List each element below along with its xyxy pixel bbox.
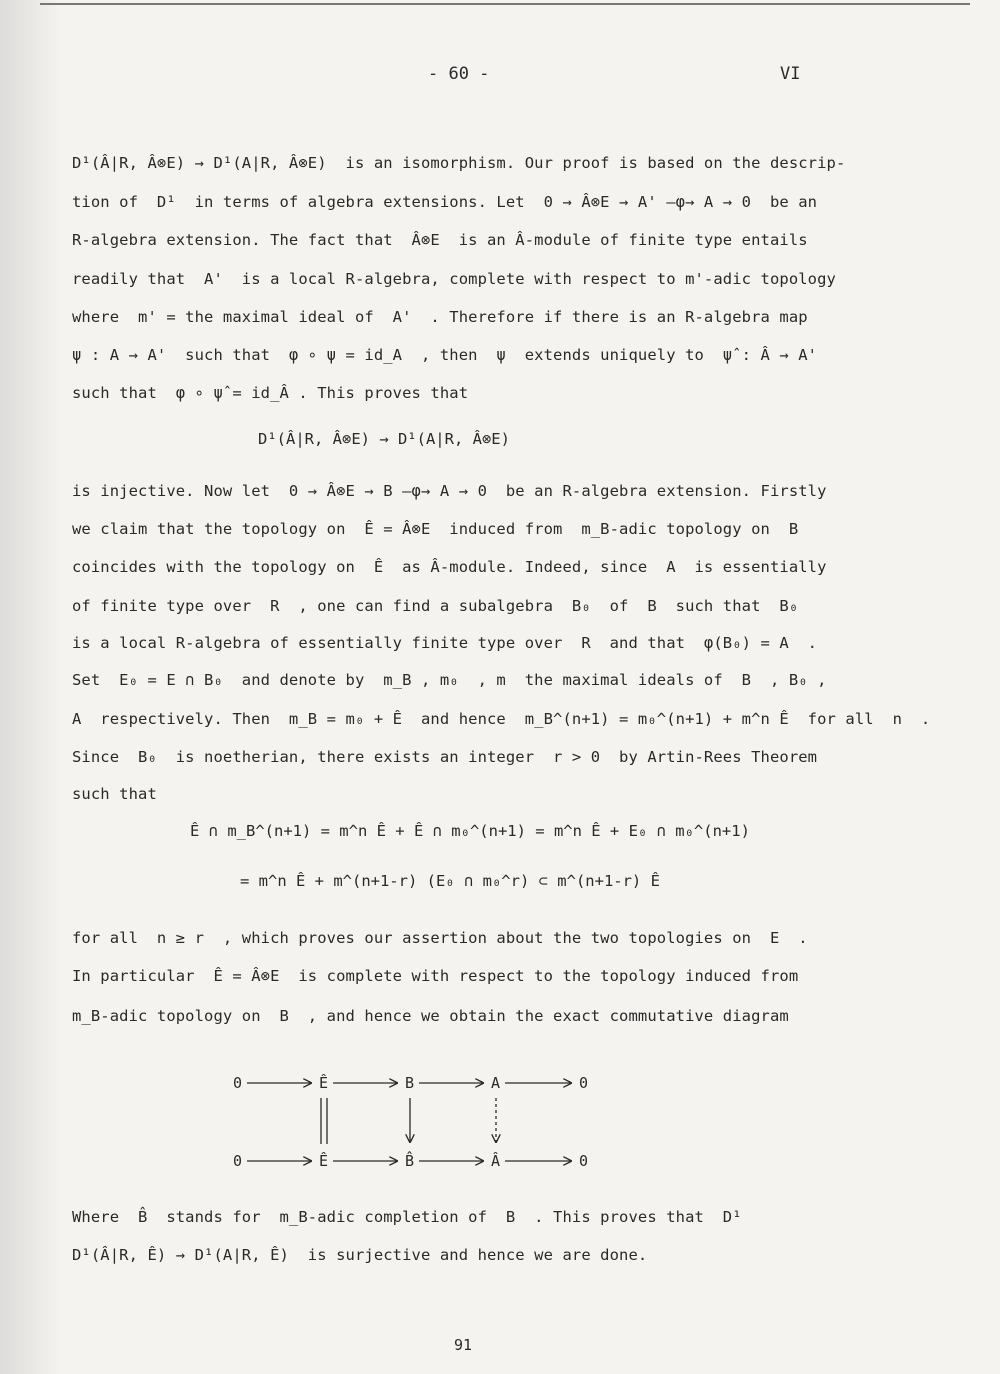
display-map: D¹(Â|R, Â⊗E) → D¹(A|R, Â⊗E) xyxy=(258,430,510,448)
diagram-bottom-1: Ê xyxy=(319,1152,329,1170)
diagram-top-0: 0 xyxy=(233,1074,243,1092)
diagram-top-2: B xyxy=(405,1074,415,1092)
page-header xyxy=(0,64,1000,90)
text-line: A respectively. Then m_B = m₀ + Ê and hence m_B^(n+1) = m₀^(n+1) + m^n Ê for all n . xyxy=(72,710,931,728)
page-top-border xyxy=(40,3,970,5)
chapter-label: VI xyxy=(780,64,801,84)
commutative-diagram xyxy=(225,1066,605,1176)
text-line: m_B-adic topology on B , and hence we obtain the exact commutative diagram xyxy=(72,1007,789,1025)
text-line: In particular Ê = Â⊗E is complete with respect to the topology induced from xyxy=(72,967,799,985)
display-equation-line-2: = m^n Ê + m^(n+1-r) (E₀ ∩ m₀^r) ⊂ m^(n+1-r) Ê xyxy=(240,872,660,890)
text-line: readily that A' is a local R-algebra, complete with respect to m'-adic topology xyxy=(72,270,836,288)
text-line: tion of D¹ in terms of algebra extensions. Let 0 → Â⊗E → A' —φ→ A → 0 be an xyxy=(72,193,818,211)
diagram-bottom-3: Â xyxy=(491,1152,501,1170)
diagram-top-4: 0 xyxy=(579,1074,589,1092)
text-line: such that xyxy=(72,785,157,803)
text-line: is injective. Now let 0 → Â⊗E → B —φ→ A → 0 be an R-algebra extension. Firstly xyxy=(72,482,827,500)
text-line: coincides with the topology on Ê as Â-module. Indeed, since A is essentially xyxy=(72,558,827,576)
text-line: we claim that the topology on Ê = Â⊗E induced from m_B-adic topology on B xyxy=(72,520,799,538)
text-line: D¹(Â|R, Ê) → D¹(A|R, Ê) is surjective and hence we are done. xyxy=(72,1246,648,1264)
diagram-top-1: Ê xyxy=(319,1074,329,1092)
display-equation-line-1: Ê ∩ m_B^(n+1) = m^n Ê + Ê ∩ m₀^(n+1) = m^n Ê + E₀ ∩ m₀^(n+1) xyxy=(190,822,750,840)
page-number: - 60 - xyxy=(428,64,490,84)
diagram-top-3: A xyxy=(491,1074,501,1092)
text-line: such that φ ∘ ψ̂ = id_Â . This proves that xyxy=(72,384,469,402)
diagram-bottom-4: 0 xyxy=(579,1152,589,1170)
text-line: Where B̂ stands for m_B-adic completion of B . This proves that D¹ xyxy=(72,1208,742,1226)
text-line: R-algebra extension. The fact that Â⊗E is an Â-module of finite type entails xyxy=(72,231,808,249)
folio-number: 91 xyxy=(454,1336,473,1354)
text-line: Since B₀ is noetherian, there exists an integer r > 0 by Artin-Rees Theorem xyxy=(72,748,818,766)
text-line: D¹(Â|R, Â⊗E) → D¹(A|R, Â⊗E) is an isomorphism. Our proof is based on the descrip- xyxy=(72,154,846,172)
text-line: Set E₀ = E ∩ B₀ and denote by m_B , m₀ , m the maximal ideals of B , B₀ , xyxy=(72,671,827,689)
text-line: of finite type over R , one can find a subalgebra B₀ of B such that B₀ xyxy=(72,597,799,615)
text-line: for all n ≥ r , which proves our assertion about the two topologies on E . xyxy=(72,929,808,947)
diagram-bottom-0: 0 xyxy=(233,1152,243,1170)
scan-edge-shadow xyxy=(0,0,60,1374)
diagram-bottom-2: B̂ xyxy=(405,1152,415,1170)
text-line: ψ : A → A' such that φ ∘ ψ = id_A , then ψ extends uniquely to ψ̂ : Â → A' xyxy=(72,346,818,364)
text-line: is a local R-algebra of essentially finite type over R and that φ(B₀) = A . xyxy=(72,634,818,652)
text-line: where m' = the maximal ideal of A' . Therefore if there is an R-algebra map xyxy=(72,308,808,326)
